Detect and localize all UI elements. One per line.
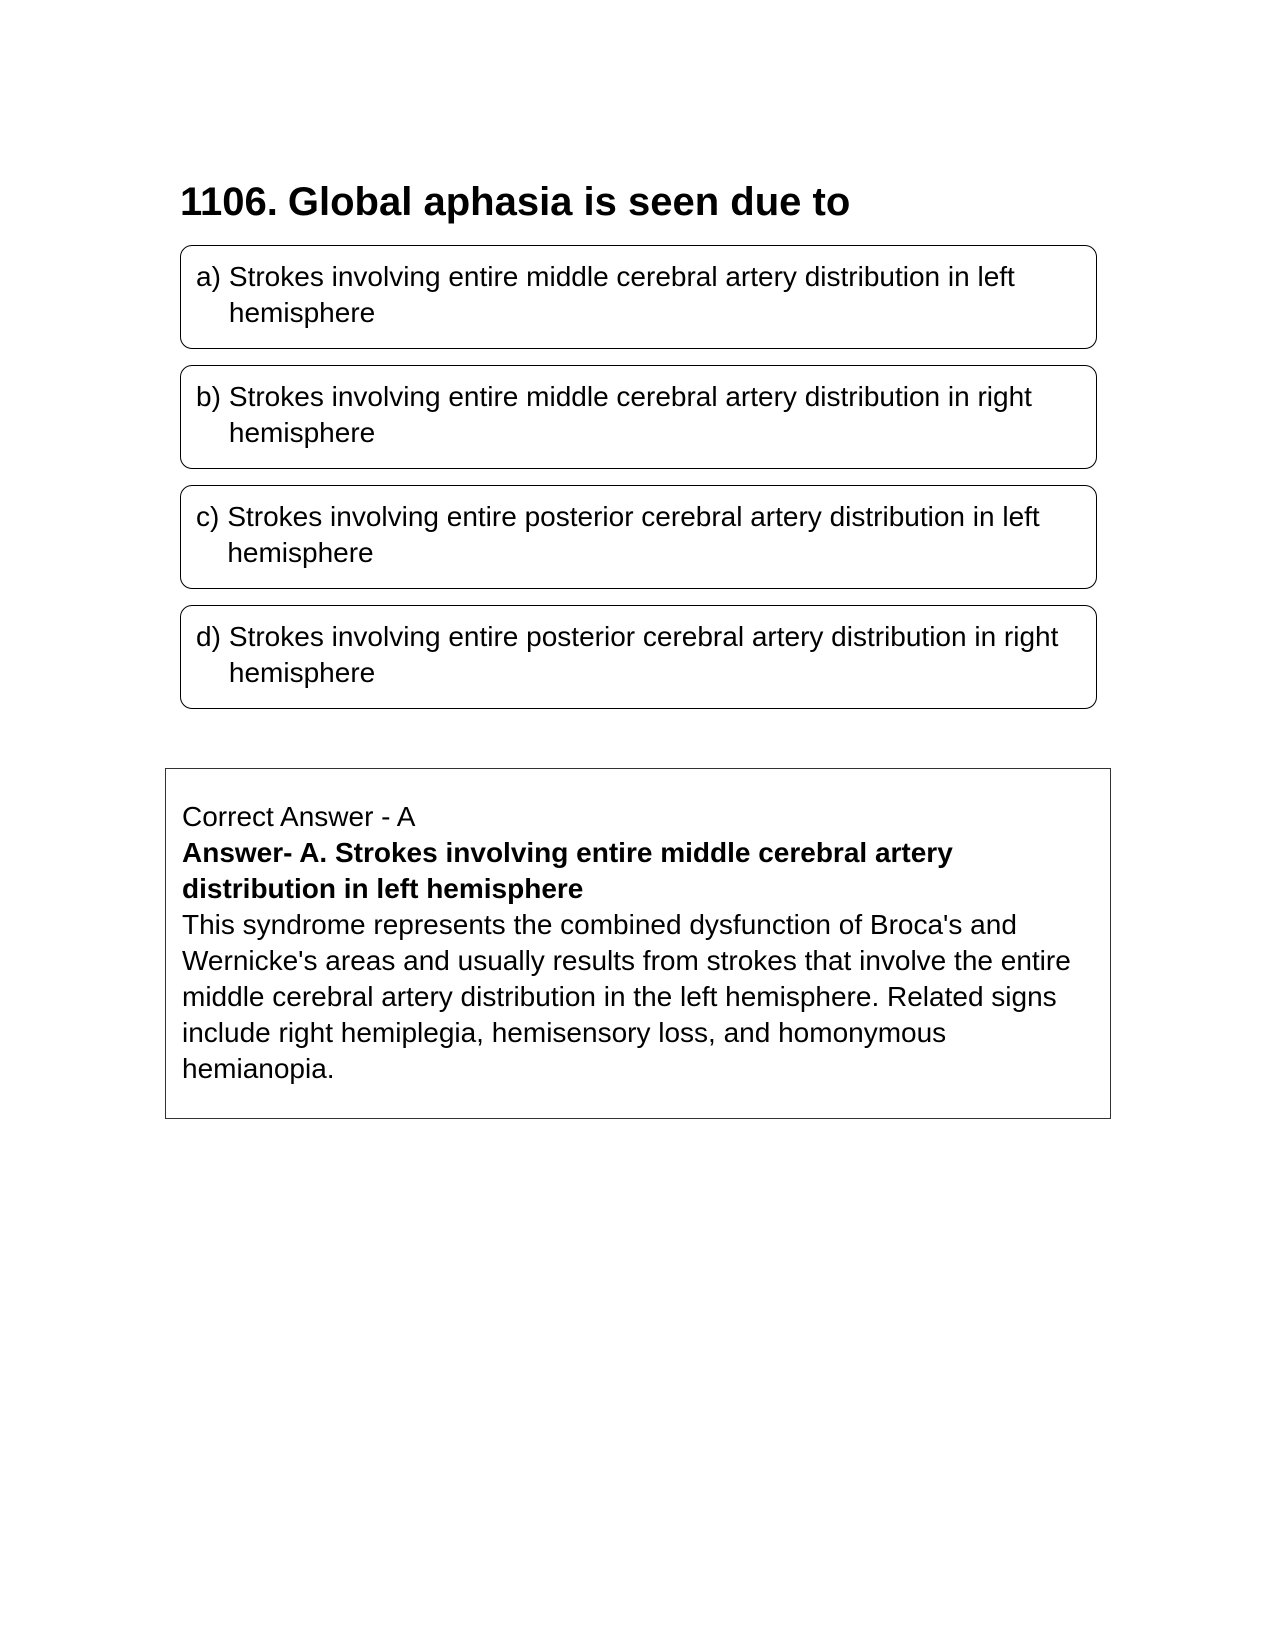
question-text: Global aphasia is seen due to [287,180,851,224]
question-title [180,178,850,226]
answer-box [165,768,1111,1119]
option-text: Strokes involving entire posterior cerebral artery distribution in right hemisphere [228,621,1059,688]
option-letter: d) [196,621,221,652]
option-d[interactable] [180,605,1097,709]
correct-answer-line: Correct Answer - A [182,801,416,832]
option-text: Strokes involving entire middle cerebral artery distribution in left hemisphere [228,261,1015,328]
answer-explanation: This syndrome represents the combined dysfunction of Broca's and Wernicke's areas and usually results from strokes that involve the entire middle cerebral artery distribution in the left hemisphere. Related signs include right hemiplegia, hemisensory loss, and homonymous hemianopia. [182,909,1071,1084]
option-text: Strokes involving entire middle cerebral artery distribution in right hemisphere [228,381,1032,448]
option-b[interactable] [180,365,1097,469]
answer-heading: Answer- A. Strokes involving entire middle cerebral artery distribution in left hemisphere [182,837,953,904]
option-c[interactable] [180,485,1097,589]
option-letter: b) [196,381,221,412]
option-text: Strokes involving entire posterior cerebral artery distribution in left hemisphere [227,501,1040,568]
option-letter: a) [196,261,221,292]
option-a[interactable] [180,245,1097,349]
question-number: 1106. [180,180,278,224]
option-letter: c) [196,501,220,532]
